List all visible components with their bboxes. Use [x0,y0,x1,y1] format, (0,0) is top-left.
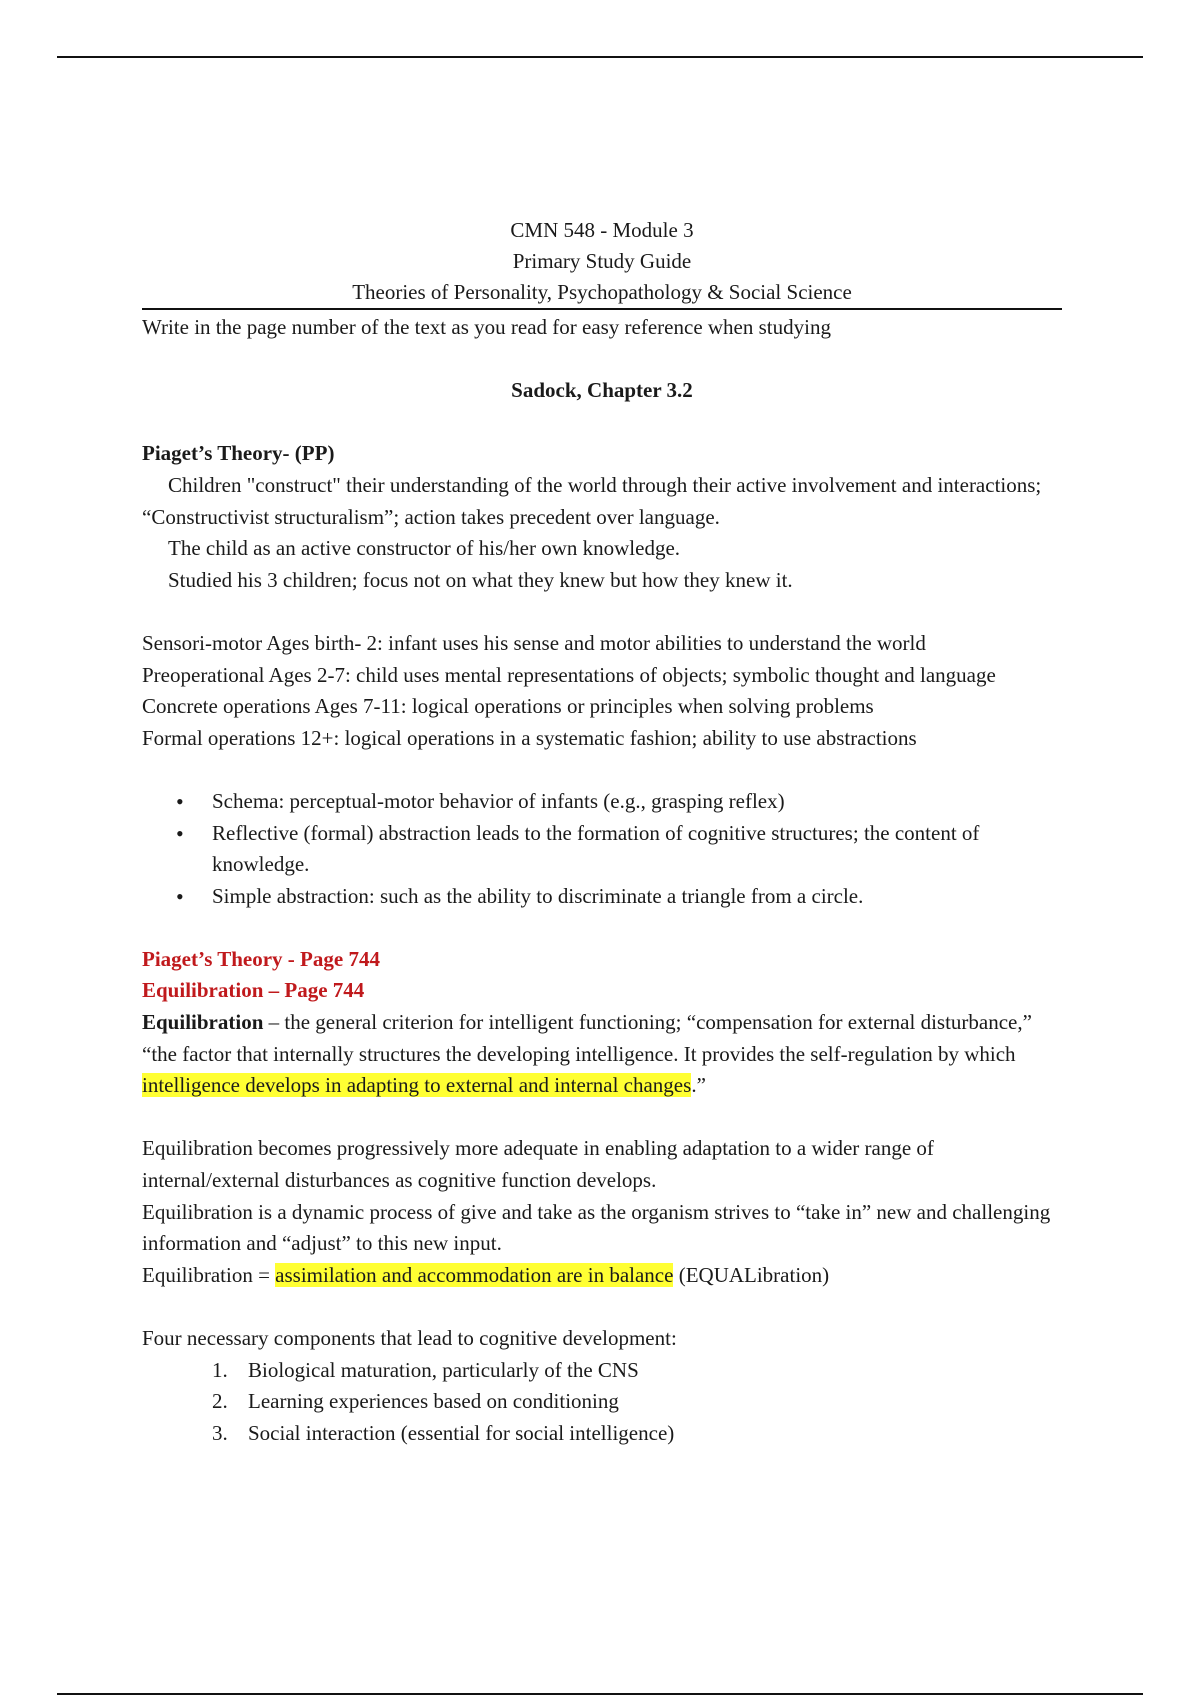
instruction-text: Write in the page number of the text as you read for easy reference when studying [142,315,831,339]
piaget-heading: Piaget’s Theory- (PP) [142,441,335,466]
equilibration-line-2: Equilibration is a dynamic process of give and take as the organism strives to “take in” new and challenging information and “adjust” to this new input. [142,1199,1051,1256]
list-item: 2. Learning experiences based on conditioning [212,1389,619,1414]
list-item: 1. Biological maturation, particularly of the CNS [212,1357,639,1382]
guide-title: Primary Study Guide [512,249,692,273]
bullet-list [142,786,1062,912]
subject-title: Theories of Personality, Psychopathology & Social Science [352,280,852,304]
equilibration-line-1: Equilibration becomes progressively more adequate in enabling adaptation to a wider range of internal/external disturbances as cognitive function develops. [142,1136,934,1193]
piaget-line-2: The child as an active constructor of his/her own knowledge. [168,536,681,561]
red-heading-piaget: Piaget’s Theory - Page 744 [142,946,380,971]
stage-concrete: Concrete operations Ages 7-11: logical operations or principles when solving problems [142,694,874,719]
chapter-title: Sadock, Chapter 3.2 [511,378,693,403]
highlight: intelligence develops in adapting to external and internal changes [142,1073,692,1098]
bottom-rule [57,1693,1143,1695]
components-intro: Four necessary components that lead to cognitive development: [142,1326,677,1350]
highlight: assimilation and accommodation are in balance [275,1262,674,1287]
stage-preoperational: Preoperational Ages 2-7: child uses mental representations of objects; symbolic thought and language [142,662,996,687]
top-rule [57,56,1143,58]
piaget-line-1: Children "construct" their understanding of the world through their active involvement and interactions; “Constructivist structuralism”; action takes precedent over language. [142,472,1042,529]
term: Equilibration [142,1010,264,1035]
list-item: • Simple abstraction: such as the ability to discriminate a triangle from a circle. [142,881,1062,913]
document-header [142,215,1062,310]
piaget-line-3: Studied his 3 children; focus not on what they knew but how they knew it. [168,567,793,592]
red-heading-equilibration: Equilibration – Page 744 [142,978,365,1003]
list-item: 3. Social interaction (essential for social intelligence) [212,1420,675,1445]
balance-line: Equilibration = assimilation and accommodation are in balance (EQUALibration) [142,1262,830,1287]
list-item: • Reflective (formal) abstraction leads to the formation of cognitive structures; the content of knowledge. [142,818,1062,881]
components-list [142,1355,1062,1450]
stage-sensorimotor: Sensori-motor Ages birth- 2: infant uses his sense and motor abilities to understand the world [142,630,926,655]
equilibration-definition: Equilibration – the general criterion for intelligent functioning; “compensation for external disturbance,” “the factor that internally structures the developing intelligence. It provides the self-regulation by which intelligence develops in adapting to external and internal changes.” [142,1010,1032,1098]
stage-formal: Formal operations 12+: logical operations in a systematic fashion; ability to use abstractions [142,725,917,750]
course-title: CMN 548 - Module 3 [510,218,694,242]
document-page [142,215,1062,1449]
list-item: • Schema: perceptual-motor behavior of infants (e.g., grasping reflex) [142,786,1062,818]
